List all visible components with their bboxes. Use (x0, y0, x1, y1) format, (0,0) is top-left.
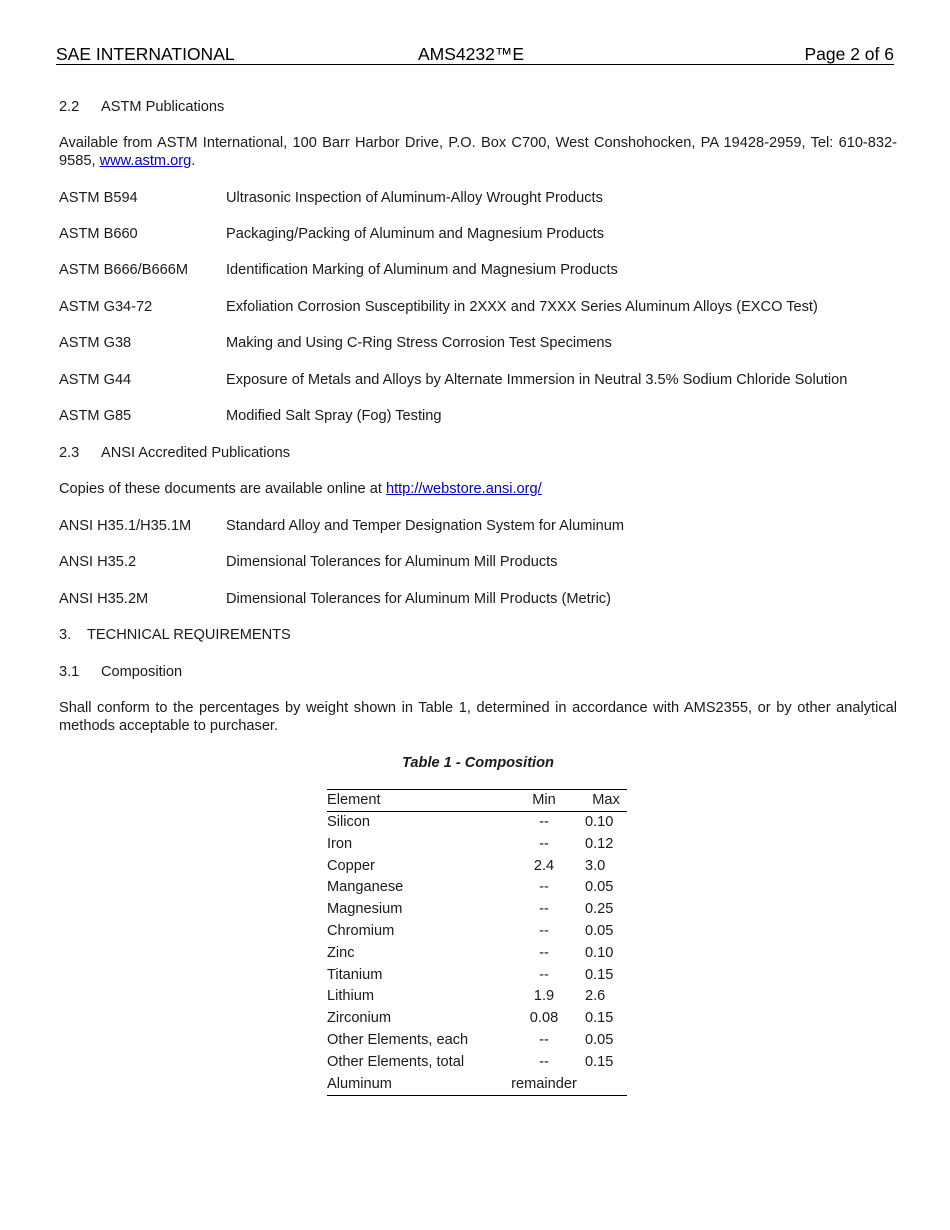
astm-intro-suffix: . (191, 153, 196, 169)
column-header-element: Element (327, 790, 503, 812)
min-cell: 0.08 (529, 1010, 559, 1027)
table-row (327, 986, 627, 1008)
astm-ref-title: Modified Salt Spray (Fog) Testing (226, 408, 442, 424)
max-cell: 0.10 (585, 944, 614, 961)
max-cell: 0.10 (585, 814, 614, 830)
element-cell: Lithium (327, 988, 375, 1005)
ansi-intro-paragraph (59, 480, 542, 498)
astm-website-link[interactable]: www.astm.org (99, 153, 192, 169)
column-header-min: Min (503, 790, 585, 812)
ansi-ref-title: Standard Alloy and Temper Designation System for Aluminum (226, 518, 625, 534)
table-row (327, 877, 627, 899)
astm-ref-code: ASTM G85 (59, 408, 132, 424)
page-header (56, 44, 894, 65)
element-cell: Aluminum (327, 1074, 503, 1096)
astm-intro-paragraph (59, 134, 897, 170)
max-cell: 0.15 (585, 1053, 614, 1070)
astm-ref-code: ASTM G44 (59, 372, 132, 388)
ansi-intro-text: Copies of these documents are available online at (59, 481, 386, 497)
element-cell: Chromium (327, 922, 395, 939)
element-cell: Copper (327, 857, 375, 874)
header-document-id: AMS4232™E (418, 44, 525, 64)
table-row (327, 856, 627, 878)
min-cell: -- (539, 814, 549, 830)
max-cell: 0.05 (585, 879, 614, 896)
table-row (327, 834, 627, 856)
ansi-ref-code: ANSI H35.2M (59, 591, 149, 607)
min-cell: remainder (503, 1074, 585, 1096)
table-row (327, 1074, 627, 1096)
table-row (327, 921, 627, 943)
max-cell (585, 1074, 627, 1096)
astm-ref-code: ASTM B660 (59, 226, 138, 242)
element-cell: Manganese (327, 879, 404, 896)
table-row (327, 1052, 627, 1074)
max-cell: 0.15 (585, 1010, 614, 1027)
section-2-2-title: ASTM Publications (101, 99, 225, 115)
astm-ref-title: Ultrasonic Inspection of Aluminum-Alloy Wrought Products (226, 190, 603, 206)
astm-ref-title: Packaging/Packing of Aluminum and Magnesium Products (226, 226, 605, 242)
astm-ref-code: ASTM G38 (59, 335, 132, 351)
max-cell: 0.12 (585, 835, 614, 852)
column-header-max: Max (585, 790, 627, 812)
min-cell: -- (539, 922, 549, 939)
section-3-number: 3. (59, 627, 72, 643)
element-cell: Other Elements, each (327, 1031, 469, 1048)
ansi-ref-title: Dimensional Tolerances for Aluminum Mill Products (226, 554, 558, 570)
min-cell: -- (539, 966, 549, 983)
max-cell: 0.25 (585, 901, 614, 918)
header-page-number: Page 2 of 6 (804, 44, 894, 64)
max-cell: 0.15 (585, 966, 614, 983)
table-row (327, 899, 627, 921)
astm-ref-title: Exposure of Metals and Alloys by Alternate Immersion in Neutral 3.5% Sodium Chloride Solution (226, 372, 848, 388)
astm-ref-code: ASTM G34-72 (59, 299, 153, 315)
ansi-ref-title: Dimensional Tolerances for Aluminum Mill Products (Metric) (226, 591, 611, 607)
astm-ref-code: ASTM B594 (59, 190, 138, 206)
min-cell: -- (539, 1053, 549, 1070)
astm-ref-title: Making and Using C-Ring Stress Corrosion Test Specimens (226, 335, 612, 351)
section-2-2-number: 2.2 (59, 99, 80, 115)
ansi-webstore-link[interactable]: http://webstore.ansi.org/ (385, 481, 542, 497)
element-cell: Zinc (327, 944, 355, 961)
table-row (327, 1030, 627, 1052)
element-cell: Silicon (327, 814, 370, 830)
table-row (327, 965, 627, 987)
table-row (327, 1008, 627, 1030)
max-cell: 0.05 (585, 1031, 614, 1048)
table-row (327, 812, 627, 834)
max-cell: 2.6 (585, 988, 606, 1005)
section-3-1-number: 3.1 (59, 664, 80, 680)
element-cell: Other Elements, total (327, 1053, 465, 1070)
element-cell: Iron (327, 835, 353, 852)
composition-table (327, 789, 627, 1096)
max-cell: 0.05 (585, 922, 614, 939)
table-row (327, 943, 627, 965)
ansi-ref-code: ANSI H35.2 (59, 554, 137, 570)
ansi-ref-code: ANSI H35.1/H35.1M (59, 518, 192, 534)
min-cell: -- (539, 879, 549, 896)
element-cell: Zirconium (327, 1010, 392, 1027)
min-cell: -- (539, 835, 549, 852)
min-cell: -- (539, 901, 549, 918)
astm-ref-title: Exfoliation Corrosion Susceptibility in 2XXX and 7XXX Series Aluminum Alloys (EXCO Test) (226, 299, 818, 315)
astm-ref-code: ASTM B666/B666M (59, 262, 188, 278)
element-cell: Titanium (327, 966, 383, 983)
table-header-row (327, 790, 627, 812)
min-cell: -- (539, 1031, 549, 1048)
section-3-title: TECHNICAL REQUIREMENTS (87, 627, 291, 643)
min-cell: -- (539, 944, 549, 961)
section-2-3-title: ANSI Accredited Publications (101, 445, 291, 461)
min-cell: 2.4 (533, 857, 555, 874)
min-cell: 1.9 (533, 988, 555, 1005)
table-1-caption: Table 1 - Composition (402, 755, 554, 771)
max-cell: 3.0 (585, 857, 606, 874)
section-2-3-number: 2.3 (59, 445, 80, 461)
element-cell: Magnesium (327, 901, 403, 918)
section-3-1-title: Composition (101, 664, 183, 680)
composition-paragraph: Shall conform to the percentages by weight shown in Table 1, determined in accordance with AMS2355, or by other analytical methods acceptable to purchaser. (59, 700, 897, 734)
astm-ref-title: Identification Marking of Aluminum and Magnesium Products (226, 262, 618, 278)
astm-intro-text: Available from ASTM International, 100 Barr Harbor Drive, P.O. Box C700, West Conshohocken, PA 19428-2959, Tel: 610-832-9585, (59, 135, 897, 169)
header-organization: SAE INTERNATIONAL (56, 44, 235, 64)
